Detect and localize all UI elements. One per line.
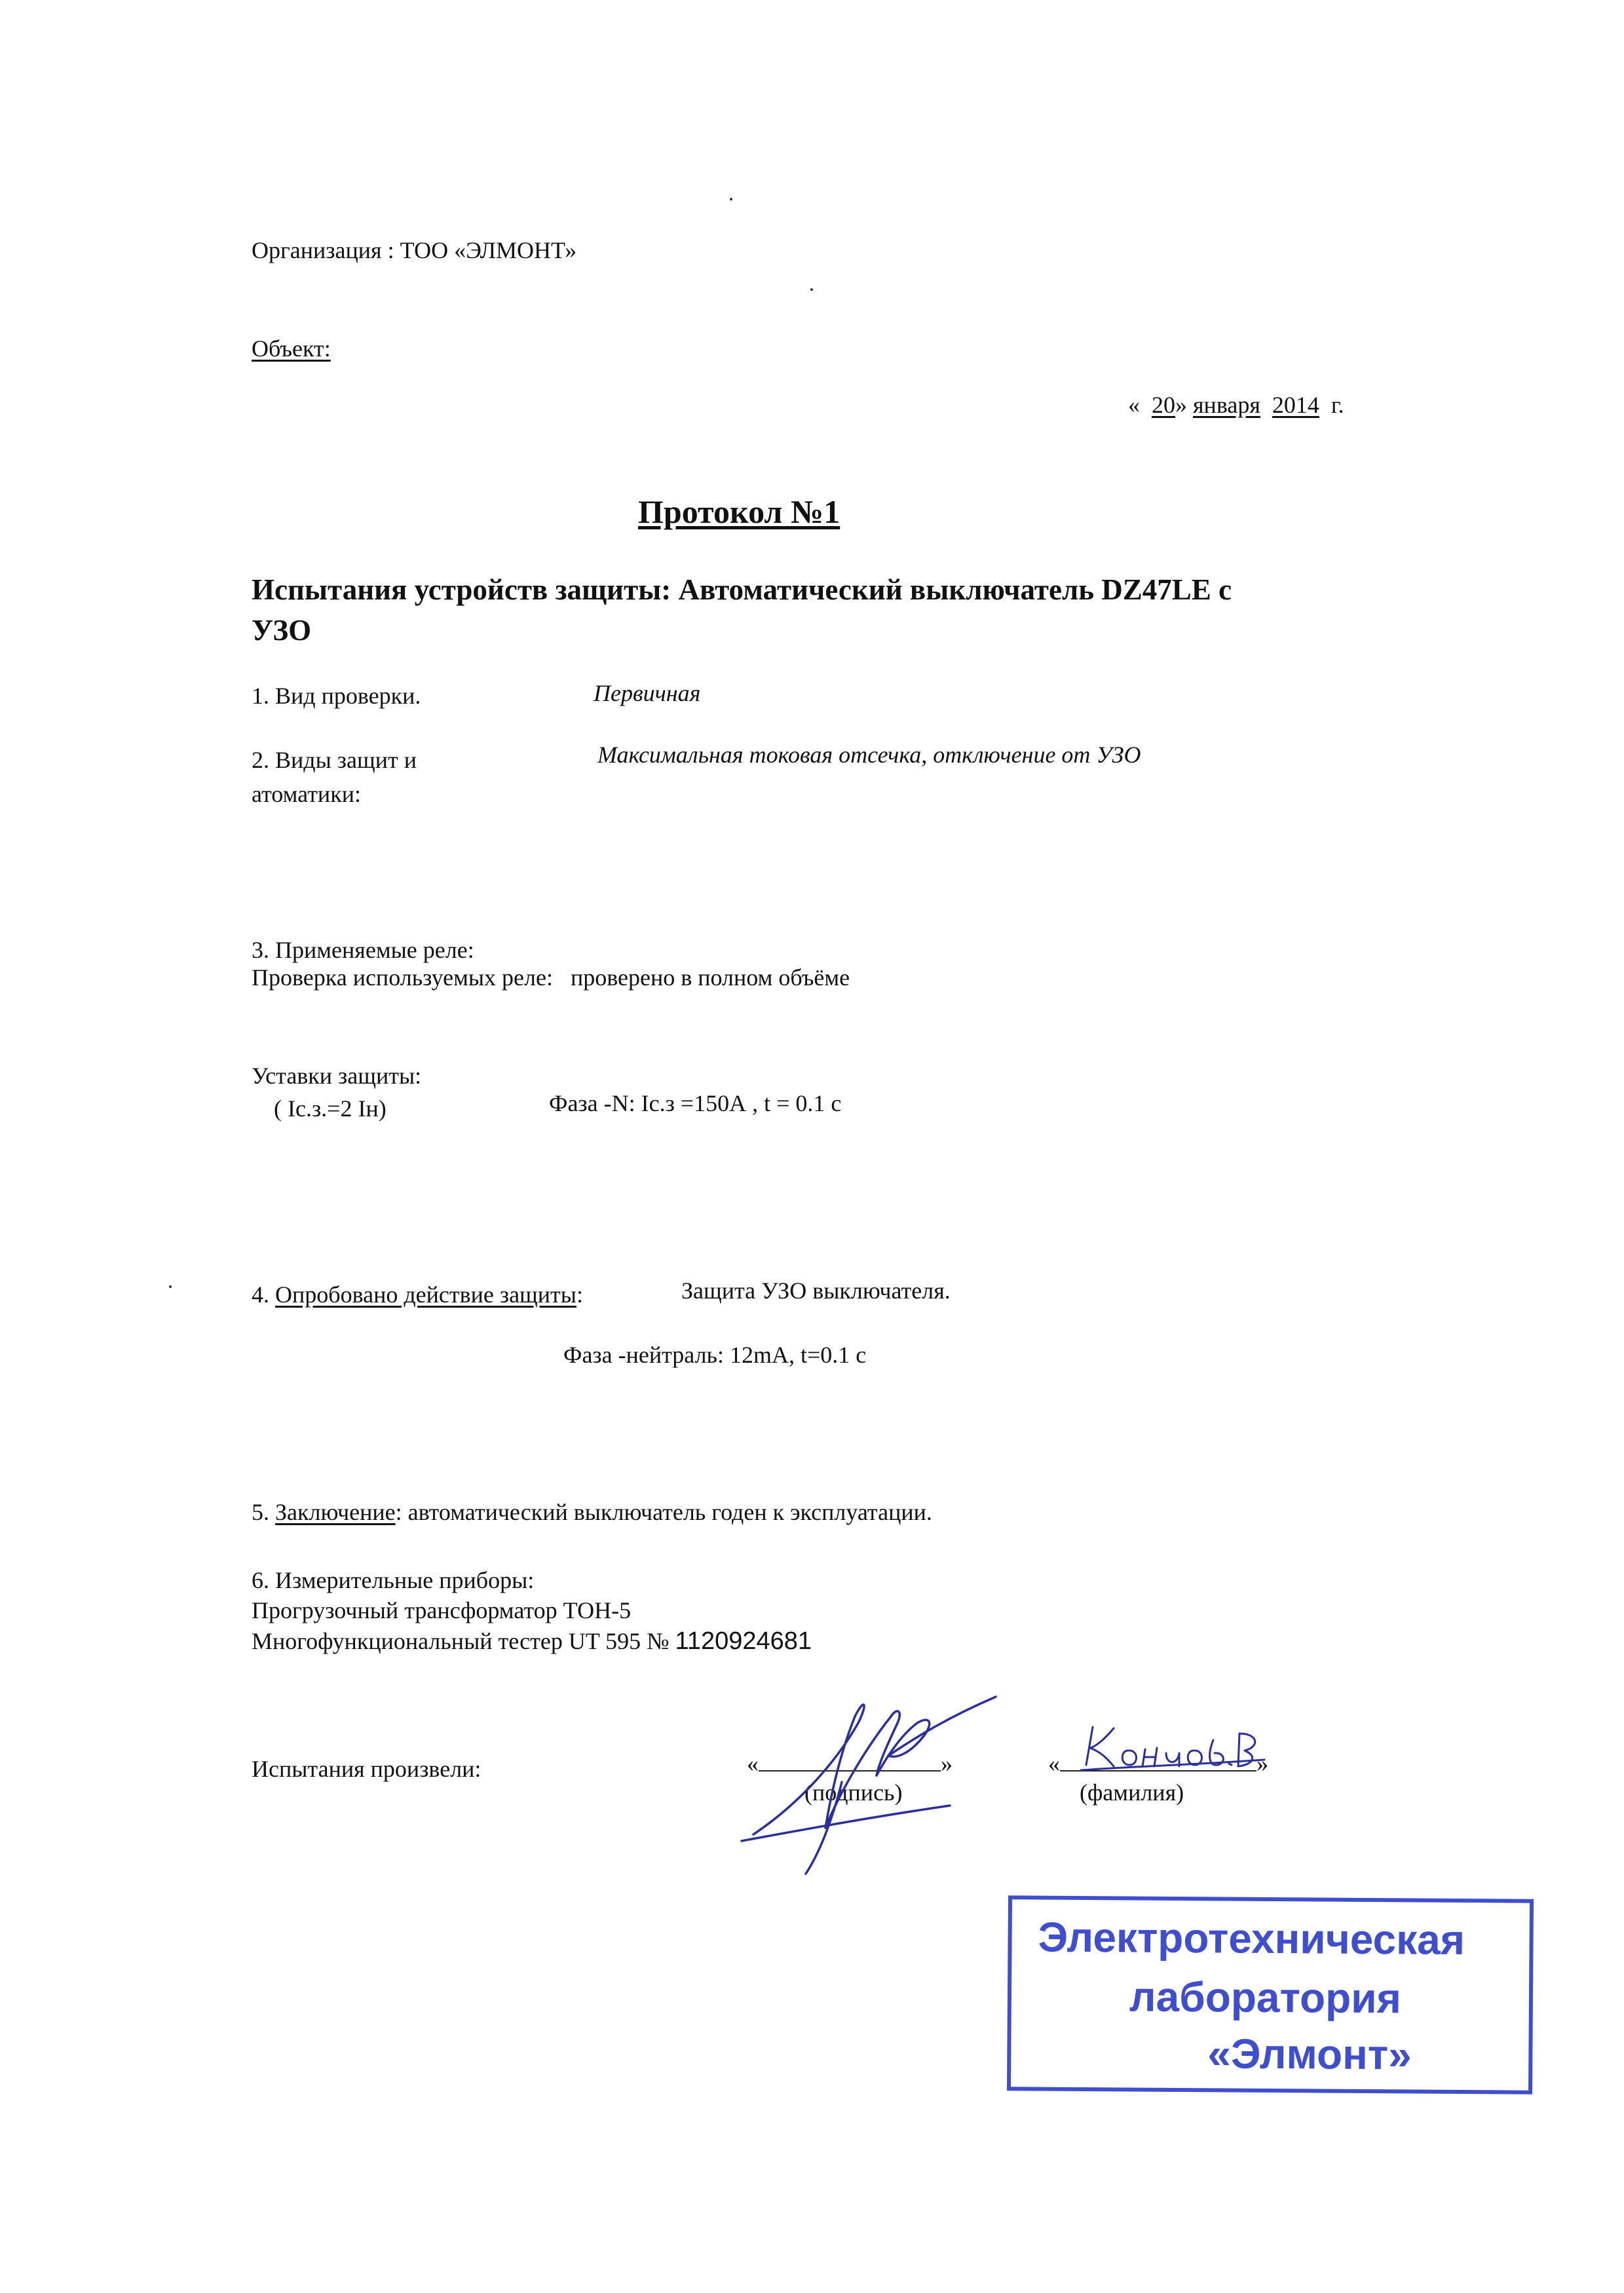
test-line	[252, 1280, 583, 1310]
conclusion-line	[252, 1498, 932, 1527]
document-subtitle-line-2: УЗО	[252, 614, 312, 647]
date-day: 20	[1152, 392, 1175, 418]
instruments-label: 6. Измерительные приборы:	[252, 1567, 535, 1593]
document-title: Протокол №1	[638, 493, 840, 530]
date-suffix: г.	[1331, 392, 1344, 418]
date-open-quote: «	[1128, 392, 1140, 418]
check-type-label: 1. Вид проверки.	[252, 683, 421, 709]
instrument-2-serial: 1120924681	[675, 1627, 812, 1655]
test-detail: Фаза -нейтраль: 12mA, t=0.1 с	[563, 1342, 867, 1368]
date-line	[1128, 390, 1344, 420]
date-month: января	[1193, 392, 1260, 418]
settings-value: Фаза -N: Iс.з =150А , t = 0.1 с	[549, 1090, 842, 1116]
stamp-line-3: «Элмонт»	[1207, 2030, 1412, 2079]
organization-value: ТОО «ЭЛМОНТ»	[400, 237, 577, 263]
protection-types-value: Максимальная токовая отсечка, отключение от УЗО	[597, 742, 1141, 768]
scan-speck	[810, 288, 813, 291]
signature-open-quote: «	[747, 1751, 759, 1777]
check-type-value: Первичная	[594, 680, 701, 706]
date-year: 2014	[1272, 392, 1319, 418]
protection-types-label-2: атоматики:	[252, 781, 361, 807]
test-colon: :	[576, 1281, 583, 1308]
surname-close-quote: »	[1256, 1751, 1268, 1777]
laboratory-stamp	[1007, 1895, 1534, 2094]
instrument-2: Многофункциональный тестер UT 595 №	[252, 1628, 670, 1654]
conclusion-number: 5.	[252, 1499, 269, 1525]
test-value: Защита УЗО выключателя.	[681, 1278, 951, 1304]
test-number: 4.	[252, 1281, 269, 1308]
settings-label: Уставки защиты:	[252, 1063, 422, 1089]
organization-label: Организация :	[252, 237, 394, 263]
organization-line	[252, 236, 576, 265]
instrument-1: Прогрузочный трансформатор ТОН-5	[252, 1597, 632, 1623]
signature-close-quote: »	[941, 1751, 953, 1777]
relays-check-value: проверено в полном объёме	[570, 964, 850, 991]
protection-types-label-1: 2. Виды защит и	[252, 747, 417, 773]
test-label: Опробовано действие защиты	[275, 1281, 576, 1308]
conclusion-value: : автоматический выключатель годен к эксплуатации.	[395, 1499, 932, 1525]
date-close-quote: »	[1175, 392, 1187, 418]
object-label: Объект:	[252, 335, 331, 362]
relays-label: 3. Применяемые реле:	[252, 937, 474, 963]
document-subtitle-line-1: Испытания устройств защиты: Автоматический выключатель DZ47LE с	[252, 573, 1232, 606]
handwritten-signature	[734, 1677, 1022, 1887]
surname-caption: (фамилия)	[1080, 1779, 1184, 1806]
stamp-line-1: Электротехническая	[1038, 1913, 1465, 1964]
scan-speck	[169, 1285, 172, 1288]
stamp-line-2: лаборатория	[1129, 1973, 1402, 2022]
settings-formula: ( Iс.з.=2 Iн)	[274, 1095, 387, 1122]
signature-caption: (подпись)	[804, 1779, 903, 1806]
handwritten-surname	[1074, 1714, 1271, 1779]
conclusion-label: Заключение	[275, 1499, 396, 1525]
relays-check-label: Проверка используемых реле:	[252, 964, 553, 991]
surname-open-quote: «	[1048, 1751, 1060, 1777]
instrument-2-line	[252, 1626, 812, 1658]
signatures-label: Испытания произвели:	[252, 1756, 482, 1782]
relays-check-line	[252, 963, 850, 993]
scan-speck	[730, 198, 732, 200]
